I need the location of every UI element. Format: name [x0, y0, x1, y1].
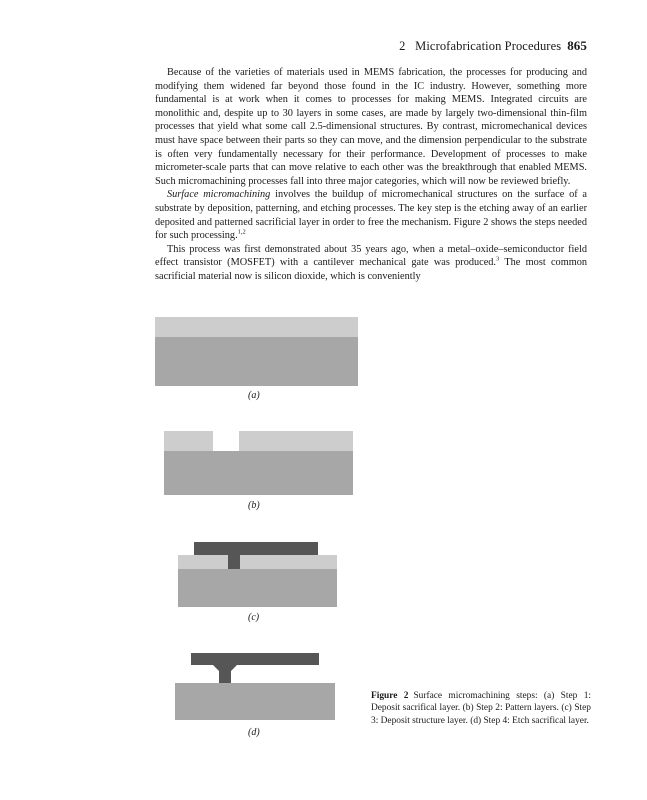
term-surface-micromachining: Surface micromachining — [167, 189, 271, 201]
sacrificial-layer — [155, 317, 358, 337]
substrate — [164, 451, 353, 495]
running-header — [399, 38, 587, 54]
paragraph-2: Surface micromachining involves the buildup of micromechanical structures on the surface of a substrate by deposition, patterning, and etching processes. The key step is the etching away of an earlier deposited and patterned sacrificial layer in order to free the mechanism. Figure 2 shows the steps needed for such processing.$^{1,2}$ — [155, 189, 587, 242]
citation-ref: 1,2 — [237, 228, 246, 236]
paragraph-1: Because of the varieties of materials used in MEMS fabrication, the processes for producing and modifying them widened far beyond those found in the IC industry. However, something more fundamental is at work when it comes to processes for making MEMS. Integrated circuits are monolithic and, despite up to 30 layers in some cases, are made by largely two-dimensional thin-film processes that yield what some call 2.5-dimensional structures. By contrast, micromechanical devices must have space between their parts so they can move, and the dimension perpendicular to the substrate is often very fundamentally necessary for their performance. Development of processes to make micrometer-scale parts that can move relative to each other was the breakthrough that enabled MEMS. Such micromachining processes fall into three major categories, which will now be reviewed briefly. — [155, 67, 587, 187]
figure-step-a — [155, 317, 358, 387]
paragraph-3: This process was first demonstrated about 35 years ago, when a metal–oxide–semiconductor field effect transistor (MOSFET) with a cantilever mechanical gate was produced.$^3$ The most common sacrificial material now is silicon dioxide, which is conveniently — [155, 243, 588, 282]
figure-label-a: (a) — [248, 390, 260, 401]
substrate — [155, 337, 358, 386]
caption-text: Surface micromachining steps: (a) Step 1: Deposit sacrifical layer. (b) Step 2: Pattern layers. (c) Step 3: Deposit structure layer. (d) Step 4: Etch sacrifical layer. — [371, 691, 591, 726]
sacrificial-layer-right — [239, 431, 353, 451]
section-title: 2 Microfabrication Procedures — [399, 39, 562, 53]
structure-layer — [194, 542, 318, 555]
figure-step-b — [164, 431, 353, 495]
structure-anchor — [207, 659, 243, 683]
substrate — [175, 683, 335, 720]
figure-label-b: (b) — [248, 500, 260, 511]
citation-ref: 3 — [496, 255, 500, 263]
figure-step-c — [178, 538, 337, 607]
sacrificial-layer-right — [240, 555, 337, 569]
figure-step-d — [175, 653, 335, 720]
figure-label-d: (d) — [248, 727, 260, 738]
sacrificial-layer-left — [178, 555, 228, 569]
sacrificial-layer-left — [164, 431, 213, 451]
page-number: 865 — [567, 38, 587, 53]
figure-label-c: (c) — [248, 612, 260, 623]
caption-label: Figure 2 — [371, 691, 409, 701]
figure-caption — [371, 690, 591, 727]
substrate — [178, 569, 337, 607]
body-text — [155, 66, 587, 284]
